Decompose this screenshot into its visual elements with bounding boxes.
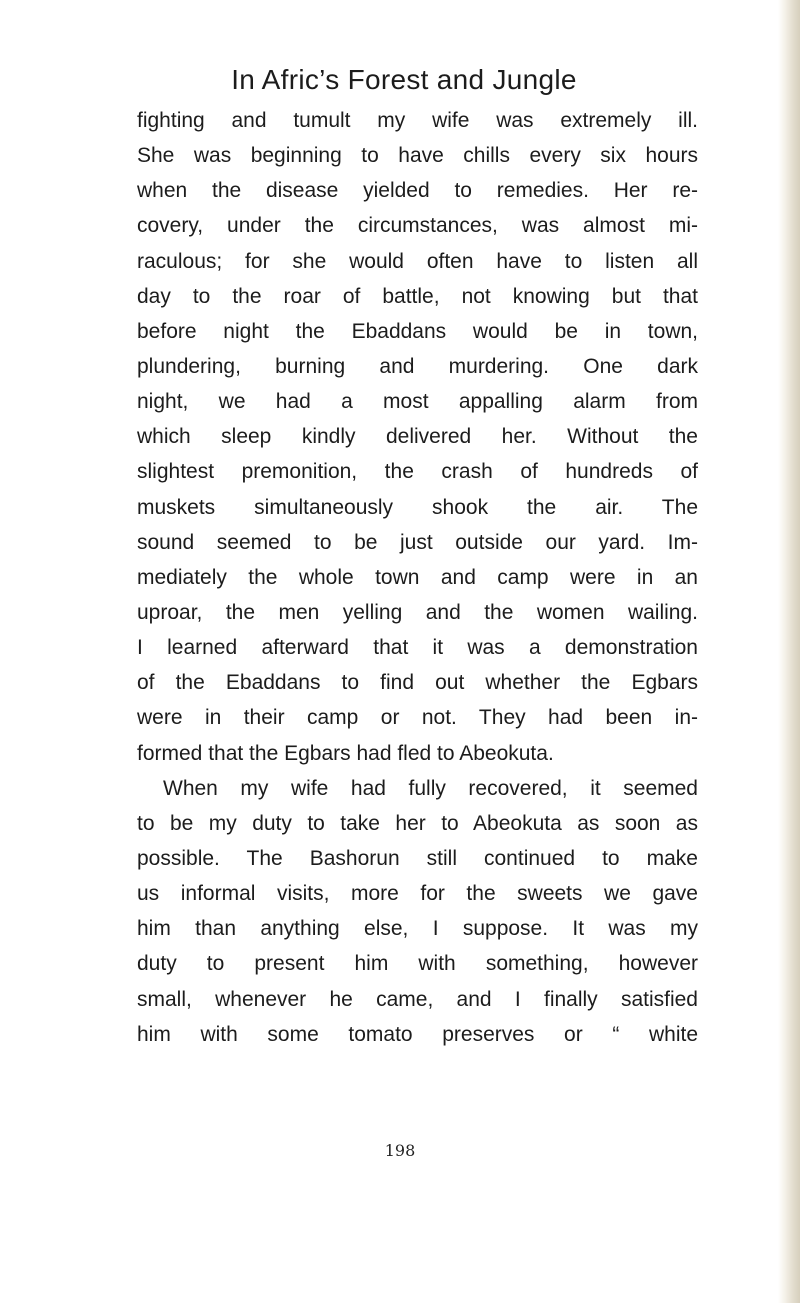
- text-line: uproar, the men yelling and the women wailing.: [137, 600, 698, 624]
- text-line: plundering, burning and murdering. One dark: [137, 354, 698, 378]
- text-line: duty to present him with something, however: [137, 952, 698, 976]
- text-line: slightest premonition, the crash of hundreds of: [137, 460, 698, 484]
- text-line: She was beginning to have chills every six hours: [137, 144, 698, 168]
- text-line: possible. The Bashorun still continued to make: [137, 846, 698, 870]
- page-edge-shadow: [778, 0, 800, 1303]
- text-line: fighting and tumult my wife was extremely ill.: [137, 109, 698, 132]
- running-head: In Afric’s Forest and Jungle: [231, 64, 577, 95]
- text-line: muskets simultaneously shook the air. The: [137, 495, 698, 519]
- text-line: when the disease yielded to remedies. Her re-: [137, 179, 698, 203]
- text-line: sound seemed to be just outside our yard. Im-: [137, 530, 698, 554]
- text-line: covery, under the circumstances, was almost mi-: [137, 214, 698, 238]
- text-line: which sleep kindly delivered her. Without the: [137, 425, 698, 449]
- text-line: of the Ebaddans to find out whether the Egbars: [137, 671, 698, 695]
- text-line: raculous; for she would often have to listen all: [137, 249, 698, 273]
- text-line: before night the Ebaddans would be in town,: [137, 319, 698, 343]
- text-line: When my wife had fully recovered, it seemed: [163, 776, 698, 800]
- text-line: day to the roar of battle, not knowing but that: [137, 284, 698, 308]
- text-line: I learned afterward that it was a demonstration: [137, 636, 698, 660]
- text-line: to be my duty to take her to Abeokuta as soon as: [137, 811, 698, 835]
- body-text: [137, 103, 698, 1052]
- text-line: him with some tomato preserves or “ white: [137, 1022, 698, 1046]
- text-line: us informal visits, more for the sweets we gave: [137, 882, 698, 906]
- text-line: mediately the whole town and camp were in an: [137, 565, 698, 589]
- page-number: 198: [384, 1141, 416, 1160]
- text-line: were in their camp or not. They had been in-: [137, 706, 698, 730]
- text-line: small, whenever he came, and I finally satisfied: [137, 987, 698, 1011]
- text-line: night, we had a most appalling alarm from: [137, 390, 698, 414]
- text-line: formed that the Egbars had fled to Abeokuta.: [137, 741, 554, 765]
- text-line: him than anything else, I suppose. It was my: [137, 917, 698, 941]
